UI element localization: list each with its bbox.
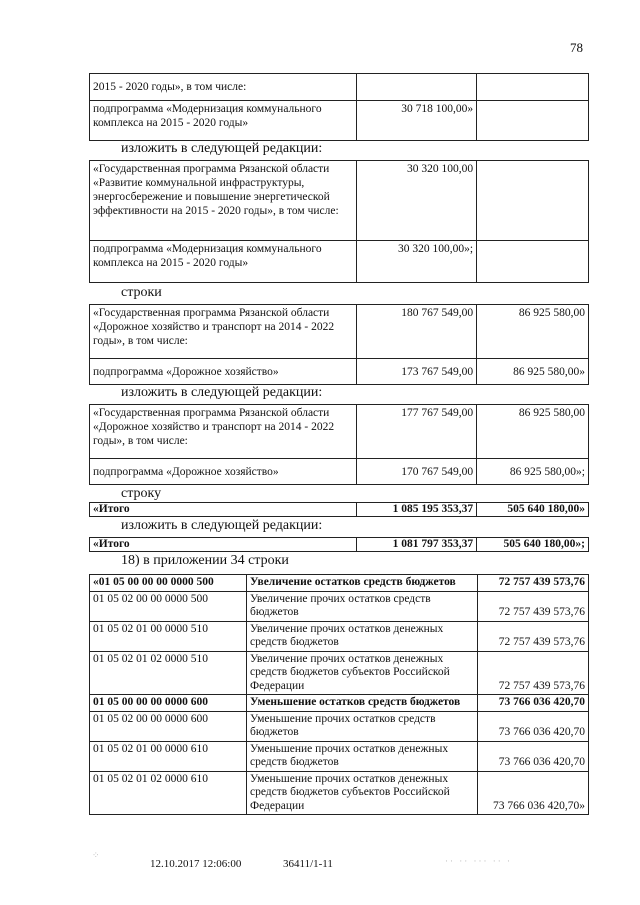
row-name: 2015 - 2020 годы», в том числе:	[90, 74, 357, 101]
total-value-1: 1 085 195 353,37	[357, 503, 477, 517]
table-old-communal	[89, 73, 589, 141]
row-name: подпрограмма «Модернизация коммунального комплекса на 2015 - 2020 годы»	[90, 101, 357, 141]
table-row	[90, 575, 589, 592]
row-value-2: 86 925 580,00»;	[477, 459, 589, 485]
row-name: «Государственная программа Рязанской области «Дорожное хозяйство и транспорт на 2014 - 2022 годы», в том числе:	[90, 305, 357, 359]
row-code: «01 05 00 00 00 0000 500	[90, 575, 247, 592]
table-row	[90, 74, 589, 101]
row-name: Увеличение прочих остатков денежных средств бюджетов	[247, 621, 478, 651]
row-value: 72 757 439 573,76	[478, 575, 589, 592]
row-value-1	[357, 74, 477, 101]
table-row	[90, 651, 589, 695]
table-new-communal	[89, 160, 589, 283]
footer-doc-id: 36411/1-11	[283, 858, 333, 870]
table-row	[90, 359, 589, 385]
row-code: 01 05 02 00 00 0000 600	[90, 711, 247, 741]
table-row	[90, 503, 589, 517]
total-row-new	[89, 537, 589, 552]
row-code: 01 05 02 00 00 0000 500	[90, 591, 247, 621]
table-row	[90, 538, 589, 552]
row-value-1: 30 320 100,00»;	[357, 241, 477, 283]
row-value: 73 766 036 420,70	[478, 695, 589, 712]
table-row	[90, 405, 589, 459]
footer-date: 12.10.2017 12:06:00	[150, 858, 242, 870]
table-row	[90, 771, 589, 815]
table-old-road	[89, 304, 589, 385]
table-row	[90, 591, 589, 621]
scan-smudge-right: ·· ·· ··· ·· ·	[445, 856, 512, 866]
row-value-1: 170 767 549,00	[357, 459, 477, 485]
table-row	[90, 459, 589, 485]
table-row	[90, 741, 589, 771]
row-name: «Государственная программа Рязанской области «Дорожное хозяйство и транспорт на 2014 - 2022 годы», в том числе:	[90, 405, 357, 459]
row-value-1: 30 718 100,00»	[357, 101, 477, 141]
row-name: Уменьшение прочих остатков денежных средств бюджетов	[247, 741, 478, 771]
total-value-2: 505 640 180,00»	[477, 503, 589, 517]
total-row-old	[89, 502, 589, 517]
row-value-2: 86 925 580,00»	[477, 359, 589, 385]
total-label: «Итого	[90, 503, 357, 517]
table-row	[90, 101, 589, 141]
row-value: 73 766 036 420,70	[478, 741, 589, 771]
row-value-2	[477, 101, 589, 141]
row-name: Увеличение прочих остатков денежных средств бюджетов субъектов Российской Федерации	[247, 651, 478, 695]
row-value-1: 180 767 549,00	[357, 305, 477, 359]
row-value-1: 30 320 100,00	[357, 161, 477, 241]
row-value-2: 86 925 580,00	[477, 405, 589, 459]
row-value-1: 173 767 549,00	[357, 359, 477, 385]
row-value-2	[477, 161, 589, 241]
heading-rows: строки	[121, 285, 162, 300]
row-value-2	[477, 74, 589, 101]
row-value-1: 177 767 549,00	[357, 405, 477, 459]
table-appendix-34	[89, 574, 589, 815]
row-code: 01 05 00 00 00 0000 600	[90, 695, 247, 712]
table-row	[90, 305, 589, 359]
row-name: подпрограмма «Дорожное хозяйство»	[90, 359, 357, 385]
row-value: 72 757 439 573,76	[478, 651, 589, 695]
row-value-2	[477, 241, 589, 283]
page-number: 78	[570, 40, 583, 55]
row-name: Увеличение прочих остатков средств бюджетов	[247, 591, 478, 621]
heading-new-edition-3: изложить в следующей редакции:	[121, 518, 323, 533]
total-value-2: 505 640 180,00»;	[477, 538, 589, 552]
row-code: 01 05 02 01 02 0000 510	[90, 651, 247, 695]
row-value: 73 766 036 420,70	[478, 711, 589, 741]
heading-new-edition-2: изложить в следующей редакции:	[121, 385, 323, 400]
heading-row: строку	[121, 486, 162, 501]
row-name: Уменьшение прочих остатков средств бюджетов	[247, 711, 478, 741]
row-name: «Государственная программа Рязанской области «Развитие коммунальной инфраструктуры, энергосбережение и повышение энергетической эффективности на 2015 - 2020 годы», в том числе:	[90, 161, 357, 241]
row-value: 73 766 036 420,70»	[478, 771, 589, 815]
row-code: 01 05 02 01 00 0000 510	[90, 621, 247, 651]
row-name: Уменьшение остатков средств бюджетов	[247, 695, 478, 712]
table-new-road	[89, 404, 589, 485]
total-value-1: 1 081 797 353,37	[357, 538, 477, 552]
row-code: 01 05 02 01 00 0000 610	[90, 741, 247, 771]
table-row	[90, 161, 589, 241]
row-name: подпрограмма «Модернизация коммунального комплекса на 2015 - 2020 годы»	[90, 241, 357, 283]
table-row	[90, 621, 589, 651]
scan-smudge-left: ⁘	[92, 850, 100, 860]
row-code: 01 05 02 01 02 0000 610	[90, 771, 247, 815]
row-name: Уменьшение прочих остатков денежных средств бюджетов субъектов Российской Федерации	[247, 771, 478, 815]
row-value: 72 757 439 573,76	[478, 591, 589, 621]
table-row	[90, 241, 589, 283]
row-name: подпрограмма «Дорожное хозяйство»	[90, 459, 357, 485]
table-row	[90, 711, 589, 741]
row-value: 72 757 439 573,76	[478, 621, 589, 651]
total-label: «Итого	[90, 538, 357, 552]
heading-new-edition-1: изложить в следующей редакции:	[121, 141, 323, 156]
table-row	[90, 695, 589, 712]
row-name: Увеличение остатков средств бюджетов	[247, 575, 478, 592]
heading-appendix-34: 18) в приложении 34 строки	[121, 553, 289, 568]
row-value-2: 86 925 580,00	[477, 305, 589, 359]
